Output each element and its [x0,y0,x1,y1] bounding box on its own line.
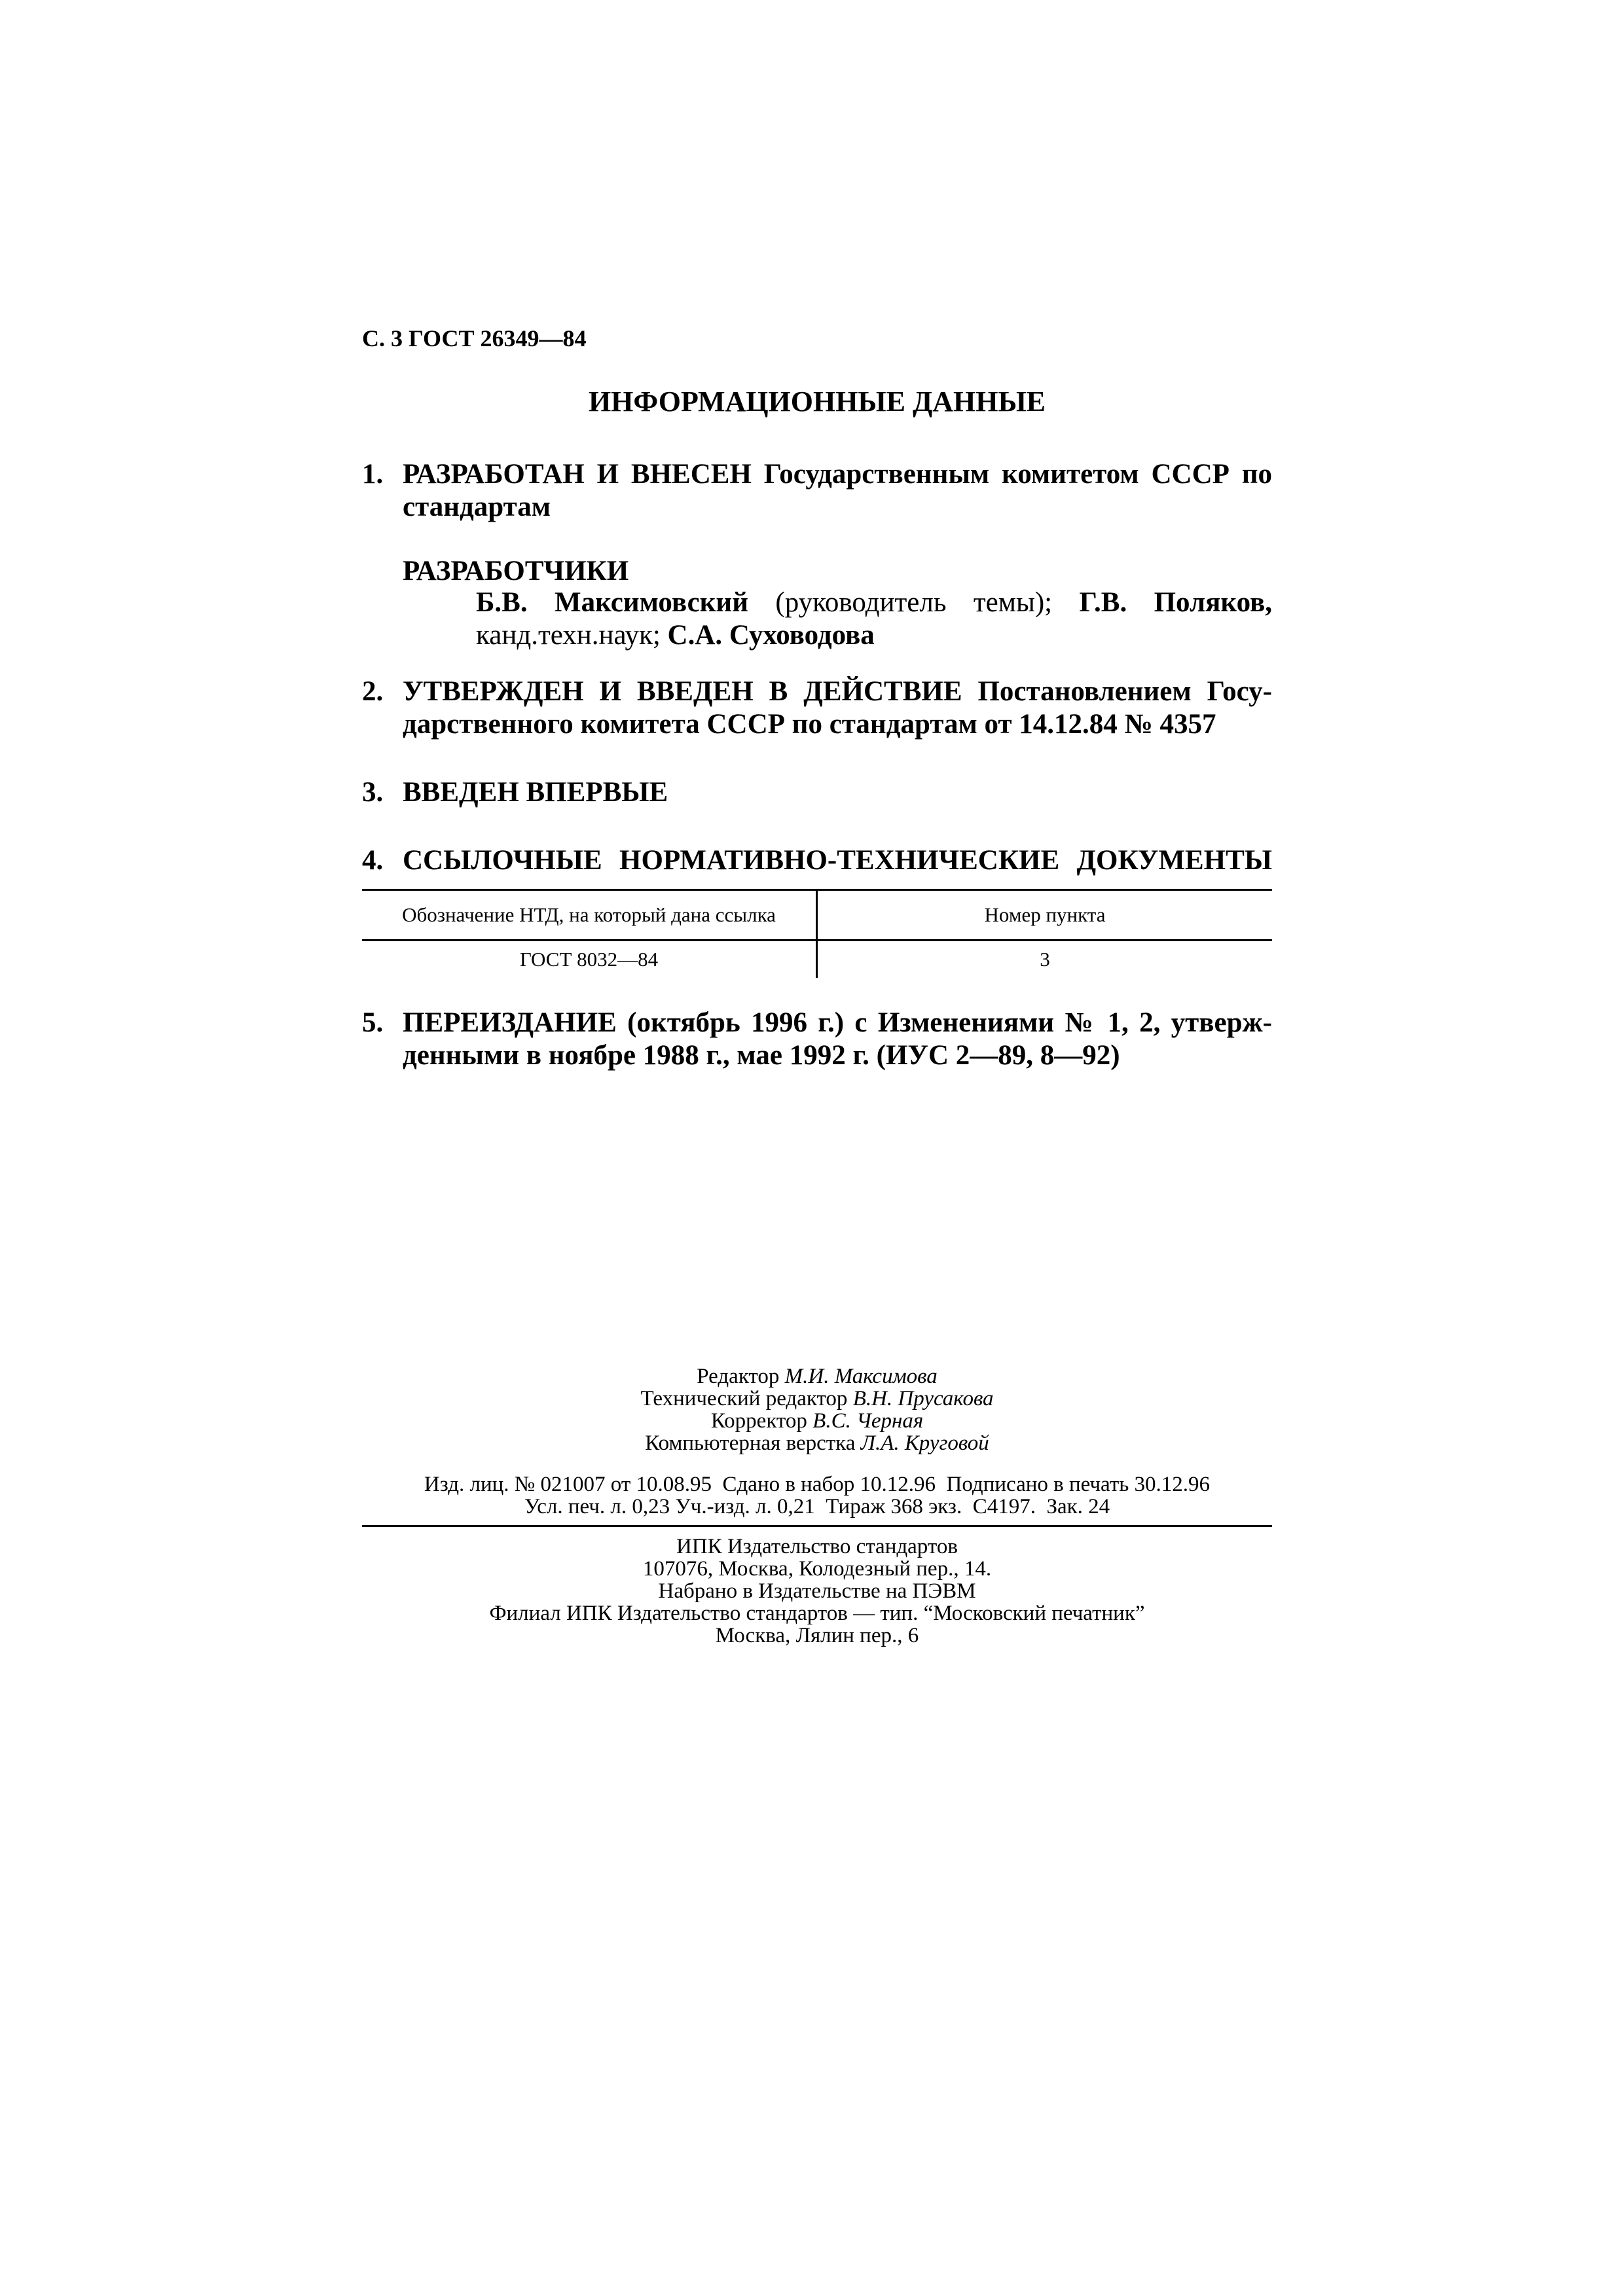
publication-info [362,1473,1272,1518]
item-1-line-1: РАЗРАБОТАН И ВНЕСЕН Государственным комитетом СССР по [403,459,1272,490]
tech-editor-label: Технический редактор [640,1387,848,1410]
proofreader-line [362,1410,1272,1432]
publication-info-line-2: Усл. печ. л. 0,23 Уч.-изд. л. 0,21 Тираж 368 экз. С4197. Зак. 24 [524,1495,1110,1518]
item-5-text [403,1007,1272,1072]
item-5-line-2: денными в ноябре 1988 г., мае 1992 г. (ИУС 2—89, 8—92) [403,1040,1120,1071]
editor-name: М.И. Максимова [784,1365,938,1388]
document-title: ИНФОРМАЦИОННЫЕ ДАННЫЕ [588,386,1046,418]
item-5-number: 5. [362,1007,384,1038]
item-2-number: 2. [362,676,384,707]
proofreader-label: Корректор [710,1409,807,1433]
developers-heading: РАЗРАБОТЧИКИ [403,556,629,586]
printer-line: Москва, Лялин пер., 6 [715,1624,919,1647]
item-3-text: ВВЕДЕН ВПЕРВЫЕ [403,777,668,808]
developer-1-name: Б.В. Максимовский [476,587,748,618]
item-5-line-1: ПЕРЕИЗДАНИЕ (октябрь 1996 г.) с Изменениями № 1, 2, утверж- [403,1007,1272,1038]
item-1-number: 1. [362,459,384,490]
item-2-line-2: дарственного комитета СССР по стандартам от 14.12.84 № 4357 [403,709,1216,740]
printer-line: Набрано в Издательстве на ПЭВМ [658,1579,976,1603]
table-row [362,941,1272,978]
publication-info-line-1: Изд. лиц. № 021007 от 10.08.95 Сдано в набор 10.12.96 Подписано в печать 30.12.96 [424,1473,1211,1496]
item-2-text [403,675,1272,741]
running-head: С. 3 ГОСТ 26349—84 [362,325,587,351]
developers-line-1 [476,586,1272,619]
table-cell-designation: ГОСТ 8032—84 [362,941,817,978]
developer-2-degree: канд.техн.наук; [476,620,661,651]
proofreader-name: В.С. Черная [812,1409,924,1433]
item-2-line-1: УТВЕРЖДЕН И ВВЕДЕН В ДЕЙСТВИЕ Постановлением Госу- [403,676,1272,707]
developers-line-2 [476,619,1272,652]
table-header-row [362,890,1272,941]
reference-table [362,889,1272,978]
item-4-number: 4. [362,845,384,876]
item-3-number: 3. [362,777,384,808]
table-header-designation: Обозначение НТД, на который дана ссылка [362,890,817,941]
table-cell-clause: 3 [1040,948,1050,971]
editor-label: Редактор [697,1365,780,1388]
layout-label: Компьютерная верстка [645,1431,856,1455]
printer-line: 107076, Москва, Колодезный пер., 14. [642,1557,992,1581]
developer-1-role: (руководитель темы); [775,587,1053,618]
item-1-line-2: стандартам [403,492,551,522]
layout-line [362,1432,1272,1454]
printer-info [362,1535,1272,1647]
colophon-credits [362,1365,1272,1454]
developers-list [476,586,1272,652]
printer-line: ИПК Издательство стандартов [676,1535,958,1558]
tech-editor-line [362,1388,1272,1410]
item-4-line-1: ССЫЛОЧНЫЕ НОРМАТИВНО-ТЕХНИЧЕСКИЕ ДОКУМЕНТЫ [403,845,1272,876]
developer-2-name: Г.В. Поляков, [1079,587,1272,618]
item-1-text [403,458,1272,524]
table-header-clause: Номер пункта [817,890,1273,941]
developer-3-name: С.А. Суховодова [667,620,875,651]
tech-editor-name: В.Н. Прусакова [852,1387,994,1410]
printer-line: Филиал ИПК Издательство стандартов — тип. “Московский печатник” [489,1602,1145,1625]
item-4-text [403,844,1272,877]
editor-line [362,1365,1272,1388]
layout-name: Л.А. Круговой [860,1431,989,1455]
divider [362,1525,1272,1527]
